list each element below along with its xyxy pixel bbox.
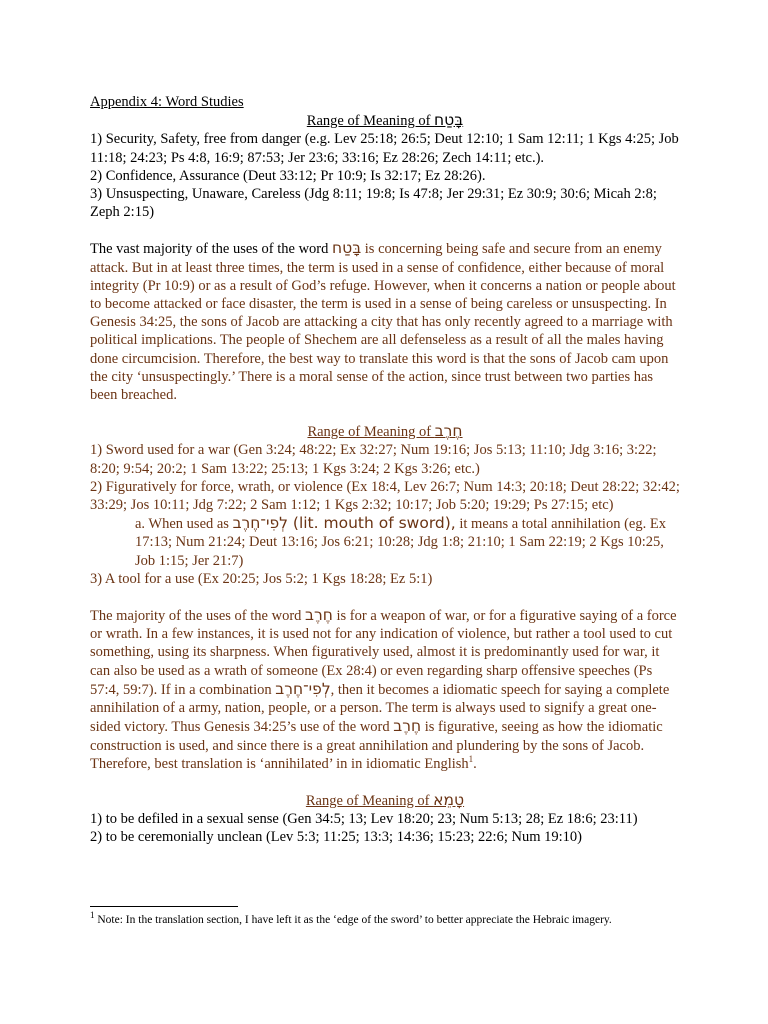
document-page <box>90 93 680 847</box>
section1-heading <box>90 111 680 130</box>
section1-paragraph-rest: is concerning being safe and secure from an enemy attack. But in at least three times, the term is used in a sense of confidence, either because of moral integrity (Pr 10:9) or as a result of God’s refuge. However, when it concerns a nation or people about to become attacked or face disaster, the term is used in a sense of being careless or unsuspecting. In Genesis 34:25, the sons of Jacob are attacking a city that has only recently agreed to a marriage with political implications. The people of Shechem are all defenseless as a result of all the males having done circumcision. Therefore, the best way to translate this word is that the sons of Jacob cam upon the city ‘unsuspectingly.’ There is a moral sense of the action, since trust between two parties has been breached. <box>90 241 676 404</box>
section3-item-2: 2) to be ceremonially unclean (Lev 5:3; 11:25; 13:3; 14:36; 15:23; 22:6; Num 19:10) <box>90 829 582 846</box>
section2-paragraph-end: is figurative, seeing as how the idiomatic construction is used, and since there is a great annihilation and plundering by the sons of Jacob. Therefore, best translation is ‘annihilated’ in in idiomatic English <box>90 719 663 772</box>
section3-item-1: 1) to be defiled in a sexual sense (Gen 34:5; 13; Lev 18:20; 23; Num 5:13; 28; Ez 18:6; 23:11) <box>90 811 638 828</box>
section2-paragraph-hebrew-3: חֶרֶב <box>393 717 422 736</box>
section2-item-2: 2) Figuratively for force, wrath, or violence (Ex 18:4, Lev 26:7; Num 14:3; 20:18; Deut 28:22; 32:42; 33:29; Jos 10:11; Jdg 7:22; 2 Sam 1:12; 1 Kgs 2:32; 10:17; Job 5:20; 19:29; Ps 27:15; etc) <box>90 478 680 514</box>
section3-heading-prefix: Range of Meaning of <box>305 792 434 809</box>
section1-paragraph-start: The vast majority of the uses of the word <box>90 241 333 258</box>
footnote <box>90 910 690 927</box>
footnote-divider <box>90 906 238 907</box>
section2-paragraph-hebrew-2: לְפִי־חֶרֶב <box>275 679 331 698</box>
section2-heading <box>90 422 680 441</box>
section3-heading-hebrew: טָמֵא <box>433 790 465 809</box>
section2-item-3: 3) A tool for a use (Ex 20:25; Jos 5:2; 1 Kgs 18:28; Ez 5:1) <box>90 570 433 587</box>
section2-subitem-a-start: a. When used as <box>135 516 233 533</box>
section1-item-3: 3) Unsuspecting, Unaware, Careless (Jdg 8:11; 19:8; Is 47:8; Jer 29:31; Ez 30:9; 30:6; Micah 2:8; Zeph 2:15) <box>90 186 657 221</box>
section2-subitem-a <box>90 514 680 570</box>
section2-subitem-a-rest: it means a total annihilation (eg. Ex 17:13; Num 21:24; Deut 13:16; Jos 6:21; 10:28; Jdg 1:8; 21:10; 1 Sam 22:19; 2 Kgs 10:25, Job 1:15; Jer 21:7) <box>135 516 666 569</box>
footnote-mark: 1 <box>90 910 95 921</box>
footnote-text: Note: In the translation section, I have left it as the ‘edge of the sword’ to better appreciate the Hebraic imagery. <box>94 914 612 926</box>
appendix-title <box>90 93 680 111</box>
section1-paragraph <box>90 239 680 404</box>
section2-heading-hebrew: חֶרֶב <box>434 422 463 441</box>
section2-paragraph-start: The majority of the uses of the word <box>90 608 306 625</box>
section1-heading-hebrew: בָּטַח <box>434 111 464 130</box>
section2-paragraph <box>90 606 680 773</box>
appendix-title-text: Appendix 4: Word Studies <box>90 94 244 110</box>
section2-heading-prefix: Range of Meaning of <box>307 424 435 441</box>
section2-paragraph-mid-2: , then it becomes a idiomatic speech for saying a complete annihilation of a army, nation, people, or a person. The term is always used to signify a great one-sided victory. Thus Genesis 34:25’s use of the word <box>90 681 670 736</box>
section1-heading-prefix: Range of Meaning of <box>306 113 435 130</box>
section1-item-1: 1) Security, Safety, free from danger (e.g. Lev 25:18; 26:5; Deut 12:10; 1 Sam 12:11; 1 Kgs 4:25; Job 11:18; 24:23; Ps 4:8, 16:9; 87:53; Jer 23:6; 33:16; Ez 28:26; Zech 14:11; etc.). <box>90 131 679 166</box>
footnote-reference[interactable]: 1 <box>468 753 474 764</box>
section2-paragraph-final: . <box>473 755 477 772</box>
section1-paragraph-hebrew: בָּטַח <box>332 239 362 258</box>
section2-subitem-a-hebrew: לְפִי־חֶרֶב (lit. mouth of sword), <box>232 514 456 533</box>
section2-paragraph-hebrew-1: חֶרֶב <box>305 606 333 625</box>
section2-paragraph-mid-1: is for a weapon of war, or for a figurative saying of a force or wrath. In a few instances, it is used not for any indication of violence, but rather a tool used to cut something, using its sharpness. When figuratively used, almost it is predominantly used for war, it can also be used as a wrath of someone (Ex 28:4) or even regarding sharp offensive speeches (Ps 57:4, 59:7). If in a combination <box>90 608 677 698</box>
section3-heading <box>90 791 680 810</box>
section2-item-1: 1) Sword used for a war (Gen 3:24; 48:22; Ex 32:27; Num 19:16; Jos 5:13; 11:10; Jdg 3:16; 3:22; 8:20; 9:54; 20:2; 1 Sam 13:22; 25:13; 1 Kgs 3:24; 2 Kgs 3:26; etc.) <box>90 442 657 477</box>
section1-item-2: 2) Confidence, Assurance (Deut 33:12; Pr 10:9; Is 32:17; Ez 28:26). <box>90 167 486 184</box>
